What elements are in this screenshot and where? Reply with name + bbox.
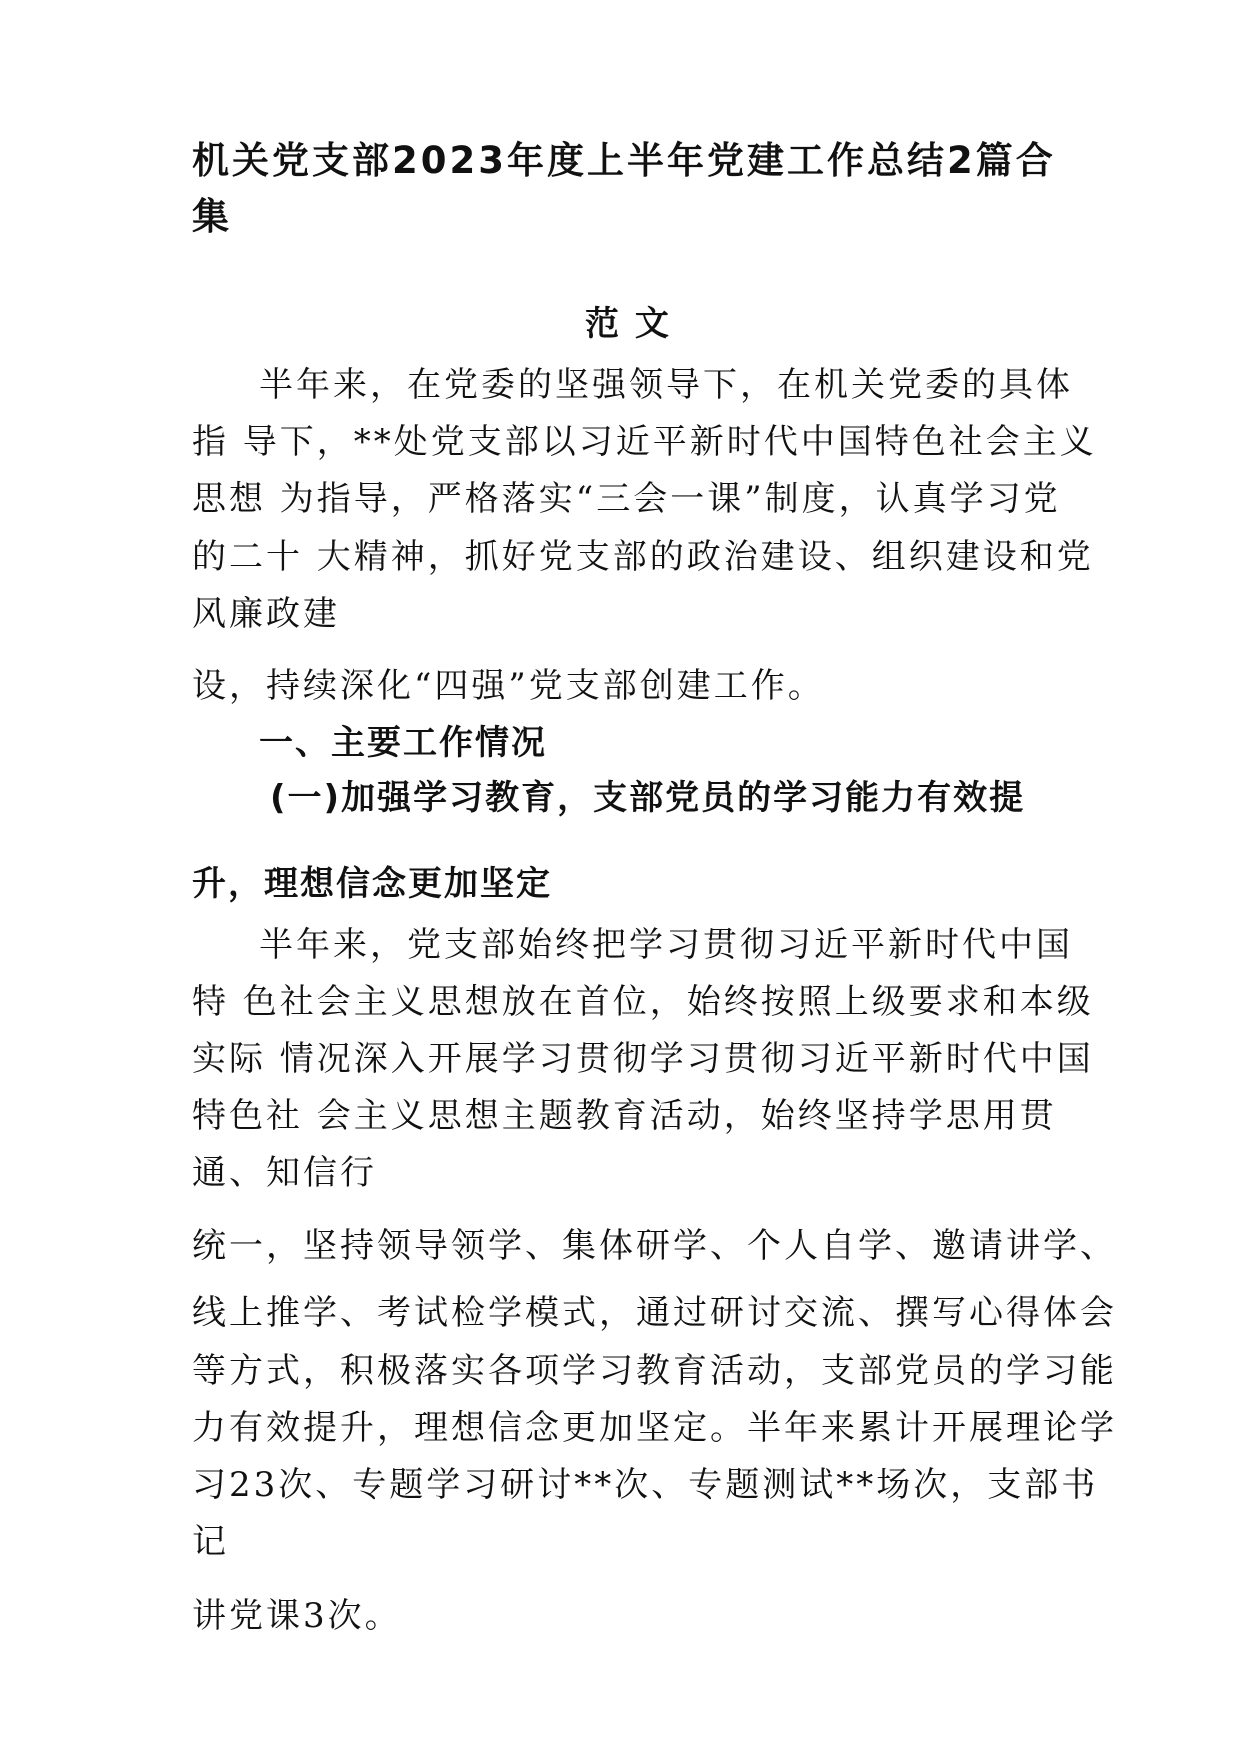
paragraph-line: 讲党课3次。: [192, 1596, 402, 1636]
paragraph-line: 记: [192, 1522, 229, 1562]
paragraph-line: 通、知信行: [192, 1153, 377, 1193]
paragraph-line: 指 导下，**处党支部以习近平新时代中国特色社会主义: [192, 422, 1097, 462]
paragraph-line: 实际 情况深入开展学习贯彻学习贯彻习近平新时代中国: [192, 1039, 1094, 1079]
paragraph-line: 线上推学、考试检学模式，通过研讨交流、撰写心得体会: [192, 1293, 1117, 1333]
paragraph-line: 统一，坚持领导领学、集体研学、个人自学、邀请讲学、: [192, 1226, 1117, 1266]
section-heading: 范 文: [585, 304, 671, 344]
paragraph-line: 风廉政建: [192, 594, 340, 634]
paragraph-line: 特 色社会主义思想放在首位，始终按照上级要求和本级: [192, 982, 1094, 1022]
paragraph-line: 力有效提升，理想信念更加坚定。半年来累计开展理论学: [192, 1408, 1117, 1448]
paragraph-line: 半年来，党支部始终把学习贯彻习近平新时代中国: [259, 925, 1073, 965]
heading-level-1: 一、主要工作情况: [259, 723, 547, 763]
paragraph-line: 习23次、专题学习研讨**次、专题测试**场次，支部书: [192, 1465, 1099, 1505]
paragraph-line: 思想 为指导，严格落实“三会一课”制度，认真学习党: [192, 479, 1061, 519]
document-title-line-1: 机关党支部2023年度上半年党建工作总结2篇合: [192, 139, 1056, 182]
paragraph-line: 的二十 大精神，抓好党支部的政治建设、组织建设和党: [192, 537, 1094, 577]
paragraph-line: 等方式，积极落实各项学习教育活动，支部党员的学习能: [192, 1351, 1117, 1391]
paragraph-line: 特色社 会主义思想主题教育活动，始终坚持学思用贯: [192, 1096, 1057, 1136]
heading-level-2-continued: 升，理想信念更加坚定: [192, 864, 552, 904]
heading-level-2: (一)加强学习教育，支部党员的学习能力有效提: [270, 778, 1026, 818]
paragraph-line: 设，持续深化“四强”党支部创建工作。: [192, 666, 825, 706]
paragraph-line: 半年来，在党委的坚强领导下，在机关党委的具体: [259, 365, 1073, 405]
document-title-line-2: 集: [192, 195, 232, 238]
